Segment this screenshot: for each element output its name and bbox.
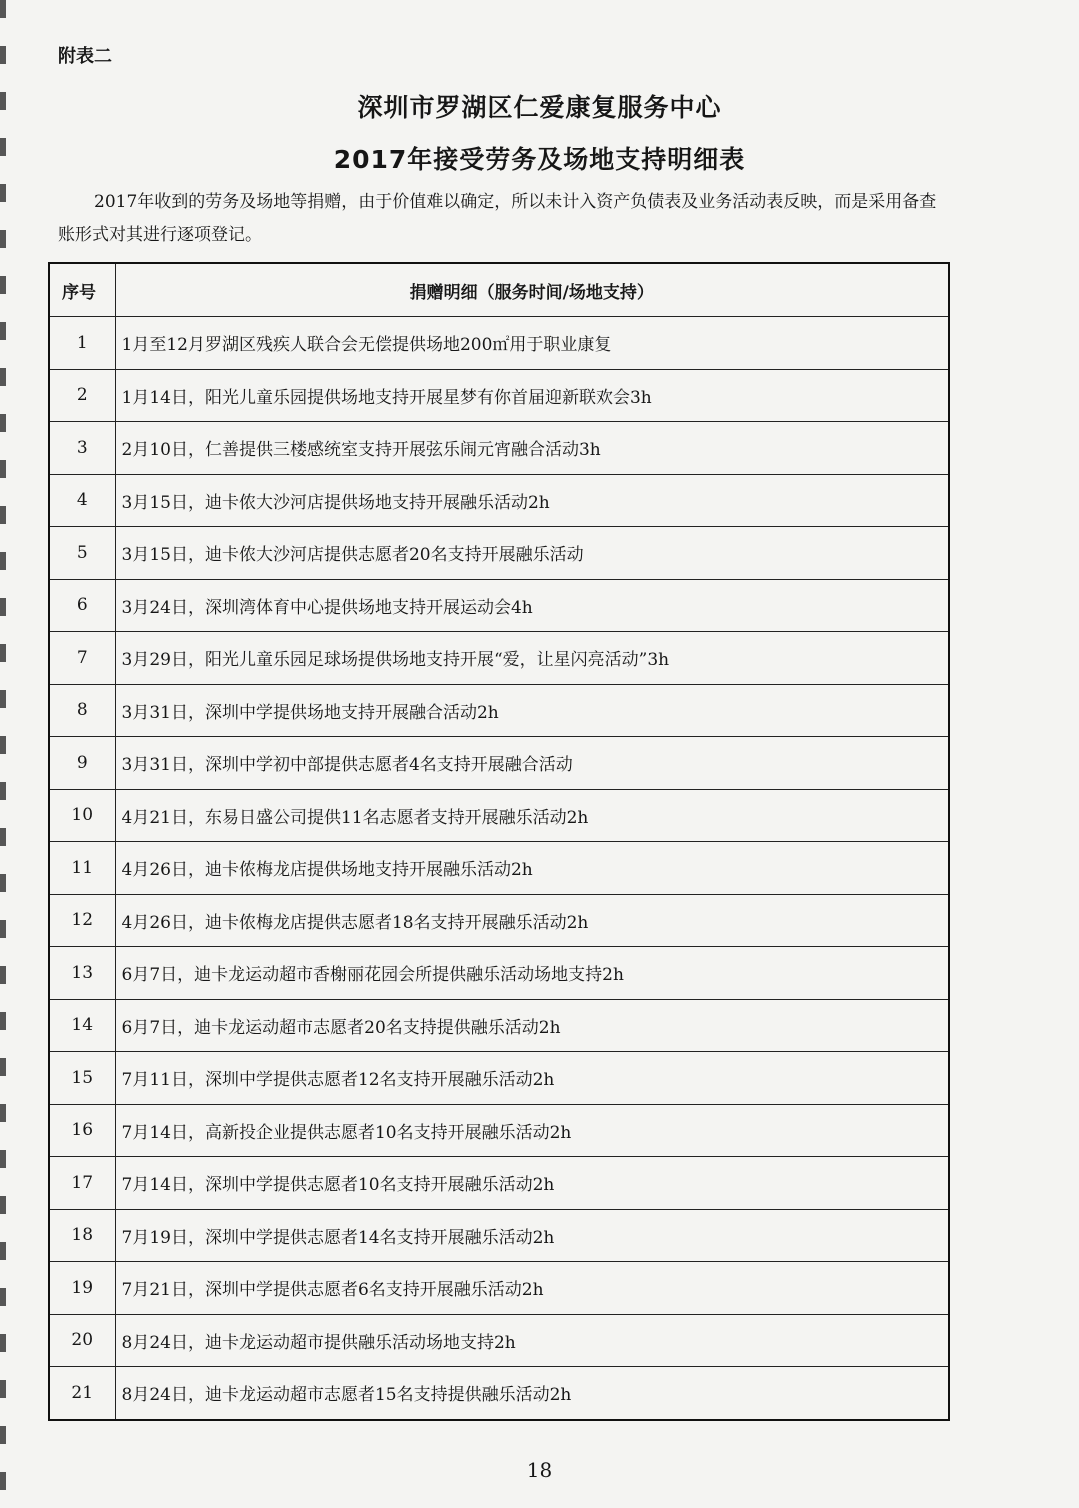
row-donation-detail: 1月14日，阳光儿童乐园提供场地支持开展星梦有你首届迎新联欢会3h [115,369,949,422]
row-serial-number: 21 [49,1367,115,1420]
donation-table-container [48,262,950,1421]
row-donation-detail: 3月15日，迪卡侬大沙河店提供场地支持开展融乐活动2h [115,474,949,527]
row-serial-number: 16 [49,1104,115,1157]
row-serial-number: 15 [49,1052,115,1105]
table-row [49,789,949,842]
table-row [49,1157,949,1210]
row-serial-number: 17 [49,1157,115,1210]
table-row [49,579,949,632]
row-serial-number: 20 [49,1314,115,1367]
row-donation-detail: 3月31日，深圳中学提供场地支持开展融合活动2h [115,684,949,737]
row-donation-detail: 3月29日，阳光儿童乐园足球场提供场地支持开展“爱，让星闪亮活动”3h [115,632,949,685]
table-row [49,842,949,895]
table-row [49,1209,949,1262]
row-serial-number: 6 [49,579,115,632]
row-donation-detail: 3月15日，迪卡侬大沙河店提供志愿者20名支持开展融乐活动 [115,527,949,580]
row-serial-number: 9 [49,737,115,790]
table-row [49,632,949,685]
document-title-line1: 深圳市罗湖区仁爱康复服务中心 [357,93,722,122]
table-row [49,1367,949,1420]
row-serial-number: 11 [49,842,115,895]
row-donation-detail: 7月14日，高新投企业提供志愿者10名支持开展融乐活动2h [115,1104,949,1157]
header-serial-number: 序号 [49,263,115,317]
table-row [49,684,949,737]
row-donation-detail: 8月24日，迪卡龙运动超市志愿者15名支持提供融乐活动2h [115,1367,949,1420]
table-row [49,999,949,1052]
document-title-line2: 2017年接受劳务及场地支持明细表 [333,145,746,174]
intro-paragraph: 2017年收到的劳务及场地等捐赠，由于价值难以确定，所以未计入资产负债表及业务活动表反映，而是采用备查账形式对其进行逐项登记。 [58,192,937,245]
row-serial-number: 8 [49,684,115,737]
row-donation-detail: 3月31日，深圳中学初中部提供志愿者4名支持开展融合活动 [115,737,949,790]
table-row [49,737,949,790]
table-body [49,317,949,1420]
table-row [49,1052,949,1105]
row-donation-detail: 1月至12月罗湖区残疾人联合会无偿提供场地200㎡用于职业康复 [115,317,949,370]
table-row [49,1314,949,1367]
table-row [49,947,949,1000]
row-serial-number: 3 [49,422,115,475]
row-serial-number: 19 [49,1262,115,1315]
row-serial-number: 12 [49,894,115,947]
row-serial-number: 14 [49,999,115,1052]
table-row [49,1104,949,1157]
row-donation-detail: 4月26日，迪卡侬梅龙店提供志愿者18名支持开展融乐活动2h [115,894,949,947]
row-donation-detail: 4月26日，迪卡侬梅龙店提供场地支持开展融乐活动2h [115,842,949,895]
row-donation-detail: 2月10日，仁善提供三楼感统室支持开展弦乐闹元宵融合活动3h [115,422,949,475]
row-serial-number: 13 [49,947,115,1000]
row-serial-number: 5 [49,527,115,580]
table-row [49,422,949,475]
table-row [49,369,949,422]
row-donation-detail: 8月24日，迪卡龙运动超市提供融乐活动场地支持2h [115,1314,949,1367]
row-donation-detail: 7月11日，深圳中学提供志愿者12名支持开展融乐活动2h [115,1052,949,1105]
annex-label: 附表二 [58,46,112,67]
table-row [49,1262,949,1315]
row-donation-detail: 7月19日，深圳中学提供志愿者14名支持开展融乐活动2h [115,1209,949,1262]
table-row [49,527,949,580]
row-donation-detail: 7月21日，深圳中学提供志愿者6名支持开展融乐活动2h [115,1262,949,1315]
donation-table [48,262,950,1421]
row-donation-detail: 7月14日，深圳中学提供志愿者10名支持开展融乐活动2h [115,1157,949,1210]
row-serial-number: 1 [49,317,115,370]
table-row [49,474,949,527]
table-row [49,317,949,370]
table-row [49,894,949,947]
row-serial-number: 10 [49,789,115,842]
row-donation-detail: 4月21日，东易日盛公司提供11名志愿者支持开展融乐活动2h [115,789,949,842]
page-number: 18 [526,1458,553,1482]
row-serial-number: 7 [49,632,115,685]
row-serial-number: 4 [49,474,115,527]
row-serial-number: 18 [49,1209,115,1262]
scan-binding-edge [0,0,6,1508]
header-donation-detail: 捐赠明细（服务时间/场地支持） [115,263,949,317]
table-header-row [49,263,949,317]
row-serial-number: 2 [49,369,115,422]
row-donation-detail: 6月7日，迪卡龙运动超市香榭丽花园会所提供融乐活动场地支持2h [115,947,949,1000]
row-donation-detail: 6月7日，迪卡龙运动超市志愿者20名支持提供融乐活动2h [115,999,949,1052]
row-donation-detail: 3月24日，深圳湾体育中心提供场地支持开展运动会4h [115,579,949,632]
